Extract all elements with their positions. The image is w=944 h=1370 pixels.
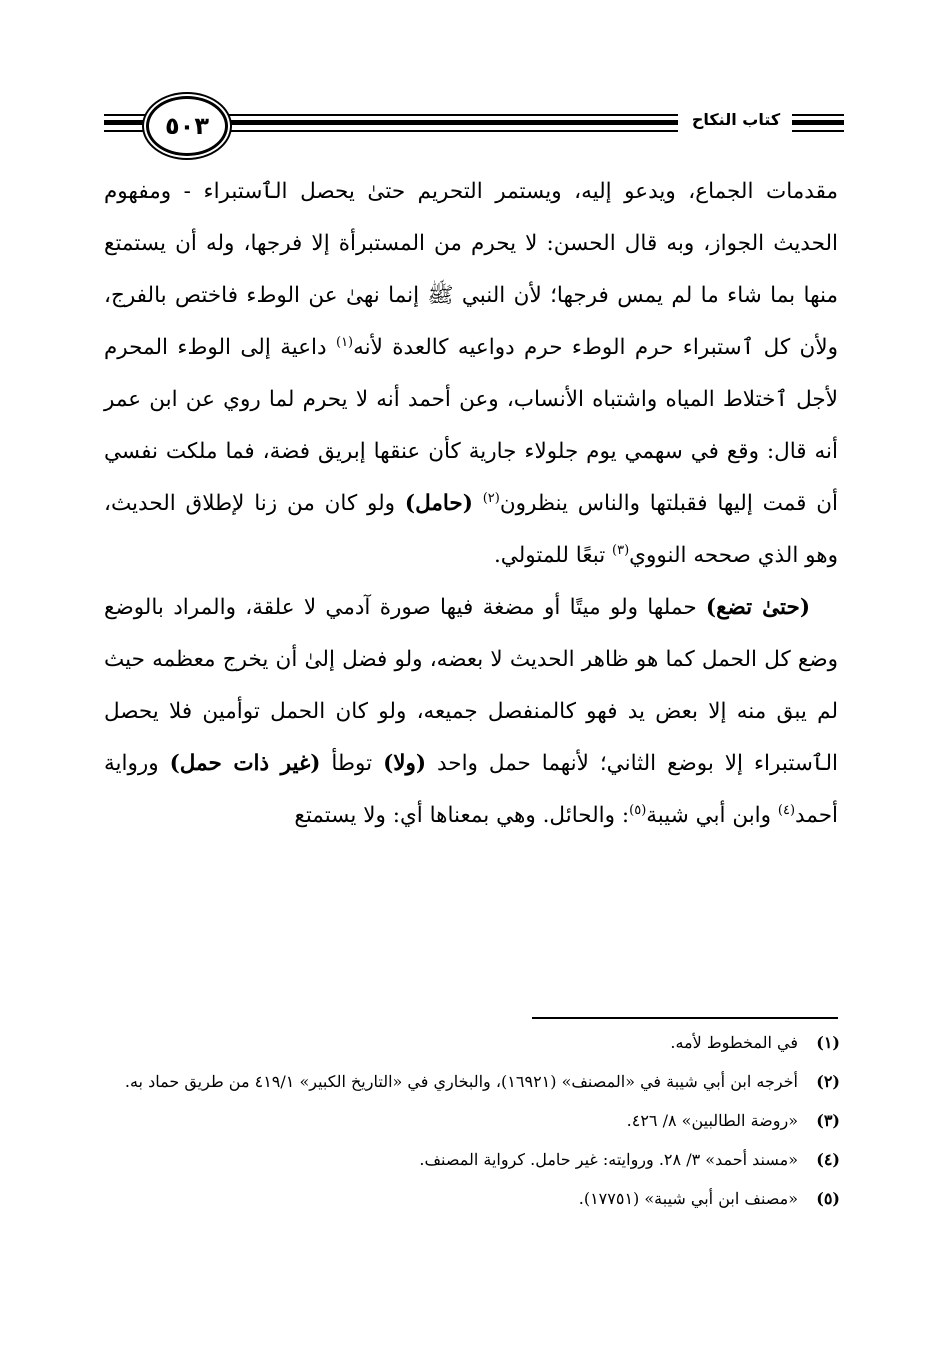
header-rule: [218, 130, 678, 132]
footnote-text: في المخطوط لأمه.: [670, 1033, 798, 1052]
text-run: تبعًا للمتولي.: [493, 543, 613, 568]
footnote-text: «مصنف ابن أبي شيبة» (١٧٧٥١).: [578, 1189, 798, 1208]
footnote-number: (١): [816, 1033, 840, 1052]
matn-term: (ولا): [383, 751, 427, 776]
footnote-item: [100, 1106, 840, 1136]
footnote-text: «روضة الطالبين» ٨/ ٤٢٦.: [626, 1111, 798, 1130]
text-run: مقدمات الجماع، ويدعو إليه، ويستمر التحريم حتىٰ يحصل الٱستبراء - ومفهوم الحديث الجواز، وبه قال الحسن: لا يحرم من المستبرأة إلا فرجها، وله أن يستمتع منها بما شاء ما لم يمس فرجها؛ لأن النبي ﷺ إنما نهىٰ عن الوطء فاختص بالفرج، ولأن كل ٱستبراء حرم الوطء حرم دواعيه كالعدة لأنه: [104, 179, 838, 360]
footnote-ref: (١): [335, 334, 354, 350]
footnotes: [100, 1028, 840, 1223]
text-run: حملها ولو ميتًا أو مضغة فيها صورة آدمي لا علقة، والمراد بالوضع وضع كل الحمل كما هو ظاهر الحديث لا بعضه، ولو فضل إلىٰ أن يخرج معظمه حيث لم يبق منه إلا بعض يد فهو كالمنفصل جميعه، ولو كان الحمل توأمين فلا يحصل الٱستبراء إلا بوضع الثاني؛ لأنهما حمل واحد: [104, 595, 839, 776]
header-rule: [792, 114, 844, 116]
text-run: وابن أبي شيبة: [646, 803, 778, 828]
text-run: داعية إلى الوطء المحرم لأجل ٱختلاط المياه واشتباه الأنساب، وعن أحمد أنه لا يحرم لما روي عن ابن عمر أنه قال: وقع في سهمي يوم جلولاء جارية كأن عنقها إبريق فضة، فما ملكت نفسي أن قمت إليها فقبلتها والناس ينظرون: [104, 335, 838, 516]
footnote-ref: (٣): [612, 542, 630, 558]
header-rule: [218, 120, 678, 125]
footnote-text: «مسند أحمد» ٣/ ٢٨. وروايته: غير حامل. كرواية المصنف.: [419, 1150, 798, 1169]
page-header: [100, 92, 846, 162]
footnote-ref: (٢): [482, 490, 500, 506]
footnote-item: [100, 1028, 840, 1058]
header-rule: [792, 130, 844, 132]
footnote-item: [100, 1145, 840, 1175]
text-run: توطأ: [320, 751, 384, 776]
text-run: ورواية أحمد: [104, 751, 838, 828]
matn-term: (حتىٰ تضع): [705, 595, 810, 620]
matn-term: (غير ذات حمل): [169, 751, 321, 776]
footnote-item: [100, 1067, 840, 1097]
page-number: ٥٠٣: [165, 112, 209, 140]
footnote-separator: [532, 1017, 838, 1019]
header-rule: [792, 120, 844, 125]
header-rule: [218, 114, 678, 116]
page-number-badge: [146, 96, 228, 156]
book-title: كتاب النكاح: [691, 110, 781, 129]
footnote-number: (٥): [816, 1189, 840, 1208]
paragraph: [104, 582, 838, 842]
footnote-number: (٤): [816, 1150, 840, 1169]
matn-term: (حامل): [404, 491, 473, 516]
footnote-ref: (٥): [629, 802, 647, 818]
footnote-ref: (٤): [777, 802, 796, 818]
paragraph: [104, 166, 838, 582]
footnote-text: أخرجه ابن أبي شيبة في «المصنف» (١٦٩٢١)، والبخاري في «التاريخ الكبير» ٤١٩/١ من طريق حماد به.: [124, 1072, 798, 1091]
footnote-number: (٣): [816, 1111, 840, 1130]
text-run: : والحائل. وهي بمعناها أي: ولا يستمتع: [294, 803, 630, 828]
footnote-number: (٢): [816, 1072, 840, 1091]
text-run: ولو كان من زنا لإطلاق الحديث، وهو الذي صححه النووي: [104, 491, 838, 568]
footnote-item: [100, 1184, 840, 1214]
main-text: [104, 166, 838, 842]
